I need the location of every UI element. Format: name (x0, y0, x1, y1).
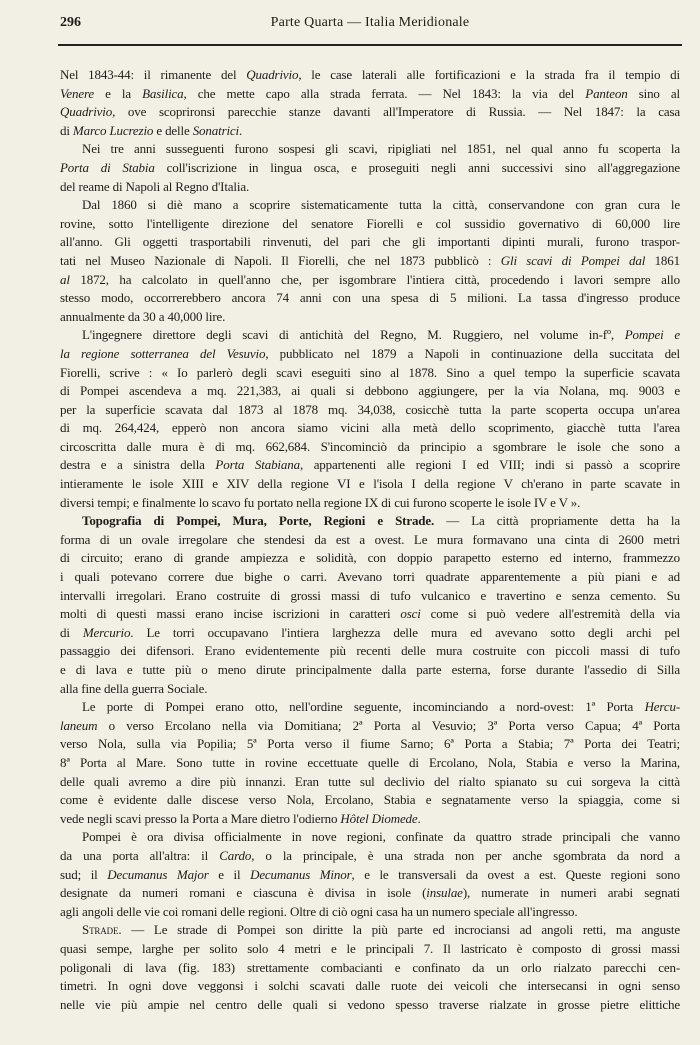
text-run: Nel 1843-44: il rimanente del (60, 67, 247, 82)
text-line (60, 680, 680, 699)
italic-run: Porta di Stabia (60, 159, 155, 175)
text-run: timetri. In ogni dove veggonsi i solchi scavati dalle ruote dei veicoli che intersecansi in ogni senso (60, 978, 680, 994)
paragraph (60, 921, 680, 1014)
text-line (60, 903, 680, 922)
text-line (60, 326, 680, 345)
text-line (60, 419, 680, 438)
text-line (60, 531, 680, 550)
text-run: forma di un ovale irregolare che stendesi da est a ovest. Le mura formavano una cinta di 2600 metri (60, 531, 680, 547)
text-run: , o la principale, è una strada non per anche sgombrata da nord a (251, 847, 681, 863)
italic-run: Cardo (219, 847, 252, 863)
text-line (60, 140, 680, 159)
italic-run: Porta Stabiana (215, 457, 300, 473)
italic-run: Marco Lucrezio (72, 122, 154, 138)
text-line (60, 103, 680, 122)
text-run: intervalli irregolari. Erano costruite di grossi massi di tufo vulcanico e travertino e senza cemento. Su (60, 587, 680, 603)
text-run: di mq. 264,424, epperò non ancora siamo vicini alla metà dello scoprimento, giacchè tutta l'area (60, 420, 680, 436)
text-line (60, 345, 680, 364)
text-run: 8ª Porta al Mare. Sono tutte in rovine eccettuate quelle di Ercolano, Nola, Stabia e verso la Marina, (60, 754, 680, 770)
section-heading: Strade. (82, 922, 122, 938)
text-line (60, 810, 680, 829)
text-run: di (60, 122, 73, 138)
text-line (60, 382, 680, 401)
text-run: poligonali di lava (fig. 183) strettamente combacianti e confinato da un orlo rialzato parecchi cen- (60, 959, 680, 975)
text-run: ), numerate in numeri arabi segnati (462, 885, 680, 901)
italic-run: Quadrivio (246, 67, 299, 82)
text-line (60, 271, 680, 290)
text-run: Le porte di Pompei erano otto, nell'ordine seguente, incominciando a nord-ovest: 1ª Porta (82, 699, 645, 715)
text-line (60, 642, 680, 661)
text-line (60, 196, 680, 215)
paragraph (60, 196, 680, 326)
text-line (60, 698, 680, 717)
text-run: . Le torri occupavano l'intiera larghezza delle mura ed avevano sotto degli archi pel (130, 624, 680, 640)
italic-run: la regione sotterranea del Vesuvio (60, 345, 266, 361)
text-line (60, 66, 680, 85)
paragraph (60, 512, 680, 698)
running-header (60, 15, 680, 37)
paragraph (60, 66, 680, 140)
text-line (60, 364, 680, 383)
text-line (60, 996, 680, 1015)
text-run: come si può vedere all'estremità della via (420, 606, 680, 622)
italic-run: Hercu- (644, 699, 680, 715)
text-run: Pompei è ora divisa officialmente in nove regioni, confinate da quattro strade principali che vanno (82, 829, 680, 845)
text-run: tati nel Museo Nazionale di Napoli. Il Fiorelli, che nel 1873 pubblicò : (60, 252, 501, 268)
text-run: passaggio dei difensori. Erano evidentemente più recenti delle mura costruite con piccoli massi di tufo (60, 643, 680, 659)
paragraph (60, 828, 680, 921)
text-line (60, 791, 680, 810)
text-line (60, 252, 680, 271)
running-title: Parte Quarta — Italia Meridionale (270, 15, 470, 30)
text-line (60, 959, 680, 978)
text-line (60, 568, 680, 587)
text-run: , che mette capo alla strada ferrata. — Nel 1843: la via del (183, 85, 586, 101)
header-rule (58, 44, 682, 46)
text-line (60, 85, 680, 104)
text-line (60, 605, 680, 624)
text-run: sino al (627, 85, 680, 101)
text-run: circoscritta dalle mura è di mq. 662,684. S'incominciò da principio a sgombrare le isole che sono a (60, 438, 680, 454)
text-line (60, 717, 680, 736)
text-run: di Pompei ascendeva a mq. 221,383, ai quali si debbono aggiungere, per la via Nolana, mq. 9003 e (60, 383, 680, 399)
text-run: del reame di Napoli al Regno d'Italia. (60, 178, 250, 194)
text-run: e la (94, 85, 143, 101)
text-run: , pubblicato nel 1879 a Napoli in continuazione della succitata del (265, 345, 680, 361)
italic-run: Panteon (585, 85, 628, 101)
text-line (60, 940, 680, 959)
text-run: come è evidente dalle discese verso Nola, Ercolano, Stabia e segnatamente verso la spiaggia, come si (60, 792, 680, 808)
text-run: , appartenenti alle regioni I ed VIII; indi si passò a scoprire (299, 457, 680, 473)
text-run: per la superficie scavata dal 1873 al 1878 mq. 34,038, cosicchè tutta la parte scoperta occupa un'area (60, 401, 680, 417)
text-run: e delle (153, 122, 193, 138)
italic-run: Mercurio (82, 624, 131, 640)
text-line (60, 122, 680, 141)
text-run: di (60, 624, 83, 640)
text-run: Nei tre anni susseguenti furono sospesi gli scavi, ripigliati nel 1851, nel qual anno fu scoperta la (82, 141, 680, 157)
paragraph (60, 698, 680, 828)
text-run: alla fine della guerra Sociale. (60, 680, 208, 696)
text-run: , ove scoprironsi parecchie stanze davanti all'Imperatore di Russia. — Nel 1847: la casa (112, 104, 680, 120)
text-run: Dal 1860 si diè mano a scoprire sistematicamente tutta la città, conservandone con gran cura le (82, 197, 680, 213)
text-line (60, 494, 680, 513)
text-line (60, 475, 680, 494)
italic-run: Quadrivio (60, 104, 113, 120)
text-run: , e le transversali da ovest a est. Queste regioni sono (351, 866, 680, 882)
text-run: diversi tempi; e finalmente lo scavo fu portato nella regione IX di cui furono scoperte le isole IV e V ». (60, 494, 581, 510)
text-run: quasi sempe, larghe per solito solo 4 metri e le principali 7. Il lastricato è composto di grossi massi (60, 940, 680, 956)
paragraph (60, 140, 680, 196)
text-line (60, 828, 680, 847)
page-number: 296 (60, 15, 81, 30)
text-line (60, 438, 680, 457)
text-line (60, 289, 680, 308)
italic-run: Decumanus Minor (250, 866, 352, 882)
text-run: rovine, sotto l'intelligente direzione del senatore Fiorelli e col sussidio governativo di 60,000 lire (60, 215, 680, 231)
text-run: verso Nola, sulla via Popilia; 5ª Porta verso il fiume Sarno; 6ª Porta a Stabia; 7ª Porta dei Teatri; (60, 736, 680, 752)
italic-run: laneum (60, 717, 98, 733)
text-run: . (239, 122, 243, 138)
text-line (60, 735, 680, 754)
text-run: — Le strade di Pompei son diritte la più parte ed incrociansi ad angoli retti, ma anguste (121, 922, 680, 938)
text-line (60, 847, 680, 866)
text-line (60, 754, 680, 773)
text-line (60, 661, 680, 680)
text-run: e di lava e tutte più o meno dirute principalmente dalla parte esterna, forse durante l'assedio di Silla (60, 662, 680, 677)
section-heading: Topografia di Pompei, Mura, Porte, Regioni e Strade. (82, 513, 435, 529)
text-run: agli angoli delle vie coi romani delle regioni. Oltre di ciò ogni casa ha un numero speciale all'ingresso. (60, 903, 578, 919)
text-line (60, 866, 680, 885)
text-line (60, 884, 680, 903)
italic-run: al (60, 271, 70, 287)
text-run: vede negli scavi presso la Porta a Mare dietro l'odierno (60, 810, 341, 826)
text-line (60, 549, 680, 568)
text-run: di circuito; erano di grande ampiezza e solidità, con doppio parapetto esterno ed interno, frammezzo (60, 550, 680, 566)
text-line (60, 401, 680, 420)
text-run: all'anno. Gli oggetti trasportabili rinvenuti, del pari che gli importanti dipinti murali, furono traspor- (60, 234, 680, 250)
text-line (60, 587, 680, 606)
text-run: nelle vie più ampie nel centro delle quali si vedono spesso traverse rialzate in grosse pietre elittiche (60, 996, 680, 1012)
paragraph (60, 326, 680, 512)
text-run: destra e a sinistra della (60, 457, 216, 473)
text-line (60, 512, 680, 531)
text-line (60, 233, 680, 252)
text-run: . (417, 810, 421, 826)
text-line (60, 215, 680, 234)
text-line (60, 921, 680, 940)
text-run: e il (208, 866, 251, 882)
text-run: i quali potevano correre due bighe o carri. Avevano torri quadrate apparentemente a più piani e ad (60, 569, 680, 585)
text-run: coll'iscrizione in lingua osca, e proseguiti negli anni successivi sino all'aggregazione (154, 159, 681, 175)
italic-run: osci (400, 606, 421, 622)
text-run: designate da numeri romani e ciascuna è divisa in isole ( (60, 885, 427, 901)
italic-run: Decumanus Major (107, 866, 209, 882)
text-run: delle quali avremo a dire più innanzi. Eran tutte sul declivio del rialto spianato su cui sorgeva la città (60, 773, 680, 789)
italic-run: Gli scavi di Pompei dal (500, 252, 646, 268)
italic-run: Pompei e (624, 327, 681, 343)
italic-run: insulae (426, 885, 463, 901)
text-run: da una porta all'altra: il (60, 847, 220, 863)
text-line (60, 456, 680, 475)
text-run: stesso modo, occorrerebbero ancora 74 anni con una spesa di 5 milioni. La tassa d'ingresso produce (60, 290, 680, 306)
italic-run: Venere (60, 85, 94, 101)
text-run: molti di questi massi erano incise iscrizioni in caratteri (60, 606, 401, 622)
body-text (60, 66, 680, 1014)
text-line (60, 308, 680, 327)
text-run: annualmente da 30 a 40,000 lire. (60, 308, 226, 324)
text-run: Fiorelli, scrive : « Io parlerò degli scavi eseguiti sino al 1878. Sino a quel tempo la superficie scavata (60, 364, 680, 380)
text-run: 1861 (645, 252, 680, 268)
text-run: L'ingegnere direttore degli scavi di antichità del Regno, M. Ruggiero, nel volume in-fº, (82, 327, 625, 343)
italic-run: Hôtel Diomede (340, 810, 418, 826)
text-line (60, 977, 680, 996)
italic-run: Sonatrici (192, 122, 240, 138)
text-line (60, 159, 680, 178)
text-run: sud; il (60, 866, 108, 882)
text-run: o verso Ercolano nella via Domitiana; 2ª Porta al Vesuvio; 3ª Porta verso Capua; 4ª Porta (97, 717, 680, 733)
text-run: intieramente le isole XIII e XIV della regione VI e l'isola I della regione V ch'erano in parte scavate in (60, 476, 680, 492)
italic-run: Basilica (142, 85, 184, 101)
text-run: , le case laterali alle fortificazioni e la strada fra il tempio di (298, 67, 680, 82)
text-line (60, 178, 680, 197)
text-run: 1872, ha calcolato in quell'anno che, per isgombrare l'intiera città, procedendo i lavori sempre allo (69, 271, 680, 287)
text-run: — La città propriamente detta ha la (434, 513, 681, 529)
text-line (60, 624, 680, 643)
text-line (60, 773, 680, 792)
